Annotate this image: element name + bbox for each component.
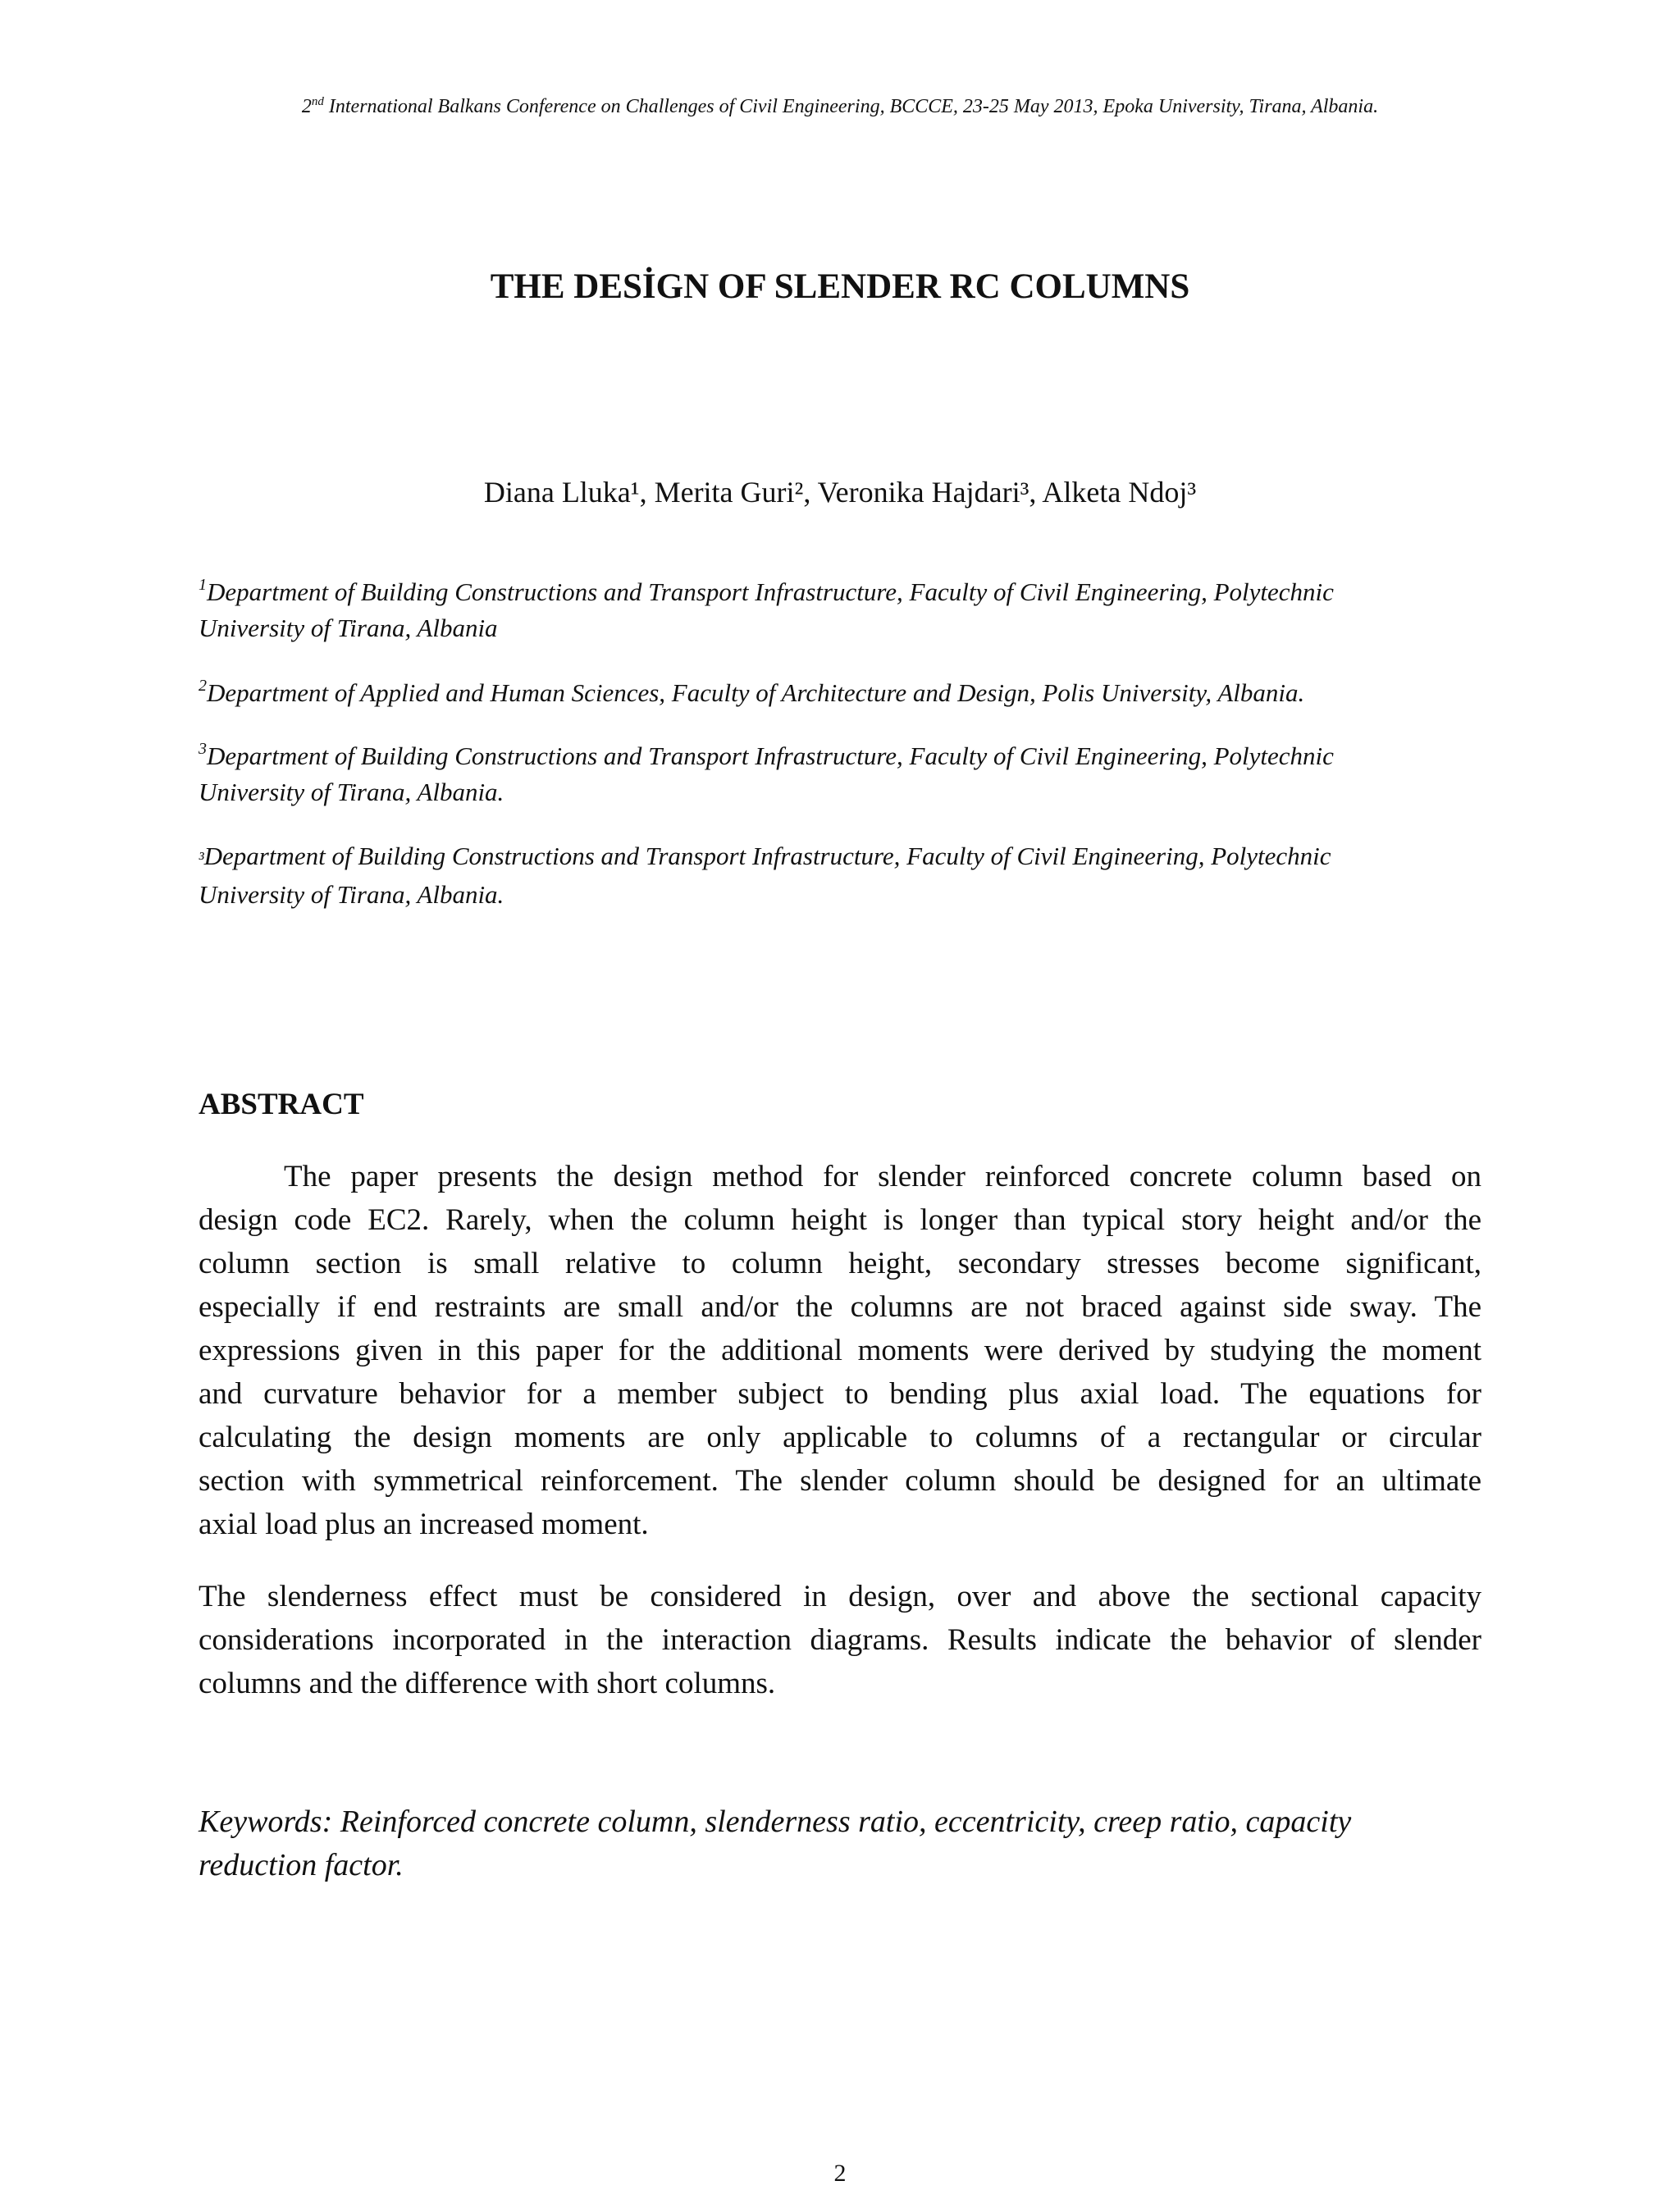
author-list: Diana Lluka¹, Merita Guri², Veronika Hajdari³, Alketa Ndoj³	[483, 476, 1197, 509]
abstract-p2-line: columns and the difference with short columns.	[199, 1667, 776, 1700]
affiliation-3	[199, 738, 1511, 810]
affiliation-2	[199, 675, 1511, 711]
abstract-p1-line: and curvature behavior for a member subject to bending plus axial load. The equations for	[199, 1377, 1481, 1411]
keywords-line: reduction factor.	[199, 1848, 404, 1882]
abstract-p1-line: especially if end restraints are small and/or the columns are not braced against side sway. The	[199, 1290, 1481, 1324]
affiliation-1-line-2: University of Tirana, Albania	[199, 614, 498, 642]
header-text: International Balkans Conference on Challenges of Civil Engineering, BCCCE, 23-25 May 2013, Epoka University, Tirana, Albania.	[323, 96, 1379, 117]
abstract-paragraph-2	[199, 1575, 1481, 1705]
keywords	[199, 1800, 1511, 1887]
paper-title: THE DESİGN OF SLENDER RC COLUMNS	[490, 267, 1190, 306]
affiliation-4-line-1: ³Department of Building Constructions and Transport Infrastructure, Faculty of Civil Engineering, Polytechnic	[199, 842, 1331, 870]
abstract-p1-line: section with symmetrical reinforcement. The slender column should be designed for an ultimate	[199, 1464, 1481, 1498]
abstract-p1-line: column section is small relative to column height, secondary stresses become significant,	[199, 1247, 1481, 1280]
abstract-heading: ABSTRACT	[199, 1088, 364, 1121]
affiliation-1	[199, 574, 1511, 646]
abstract-p1-line: design code EC2. Rarely, when the column height is longer than typical story height and/or the	[199, 1203, 1481, 1237]
abstract-p1-line: calculating the design moments are only applicable to columns of a rectangular or circular	[199, 1421, 1481, 1454]
affiliation-3-line-1: $^3$Department of Building Constructions and Transport Infrastructure, Faculty of Civil Engineering, Polytechnic	[199, 740, 1334, 770]
page-number: 2	[833, 2160, 847, 2187]
conference-header	[0, 93, 1680, 121]
abstract-p2-line: The slenderness effect must be considered in design, over and above the sectional capacity	[199, 1580, 1481, 1613]
header-number: 2	[301, 96, 312, 117]
abstract-paragraph-1	[199, 1155, 1481, 1546]
affiliation-4-mark: ³	[199, 848, 204, 869]
abstract-p1-line: expressions given in this paper for the additional moments were derived by studying the moment	[199, 1334, 1481, 1367]
affiliation-3-line-2: University of Tirana, Albania.	[199, 778, 504, 806]
abstract-p1-line: axial load plus an increased moment.	[199, 1508, 649, 1541]
affiliation-3-mark: 3	[199, 740, 207, 758]
affiliation-2-line-1: $^2$Department of Applied and Human Sciences, Faculty of Architecture and Design, Polis University, Albania.	[199, 677, 1305, 707]
header-ordinal-suffix: nd	[311, 95, 324, 108]
affiliation-4-line-2: University of Tirana, Albania.	[199, 880, 504, 909]
affiliation-1-line-1: $^1$Department of Building Constructions and Transport Infrastructure, Faculty of Civil Engineering, Polytechnic	[199, 576, 1334, 606]
affiliation-2-mark: 2	[199, 677, 207, 695]
affiliation-1-mark: 1	[199, 576, 207, 594]
abstract-p1-line: The paper presents the design method for slender reinforced concrete column based on	[284, 1160, 1481, 1193]
abstract-p2-line: considerations incorporated in the interaction diagrams. Results indicate the behavior of slender	[199, 1623, 1481, 1657]
keywords-line: Keywords: Reinforced concrete column, slenderness ratio, eccentricity, creep ratio, capacity	[199, 1804, 1352, 1839]
affiliation-4	[199, 838, 1511, 913]
